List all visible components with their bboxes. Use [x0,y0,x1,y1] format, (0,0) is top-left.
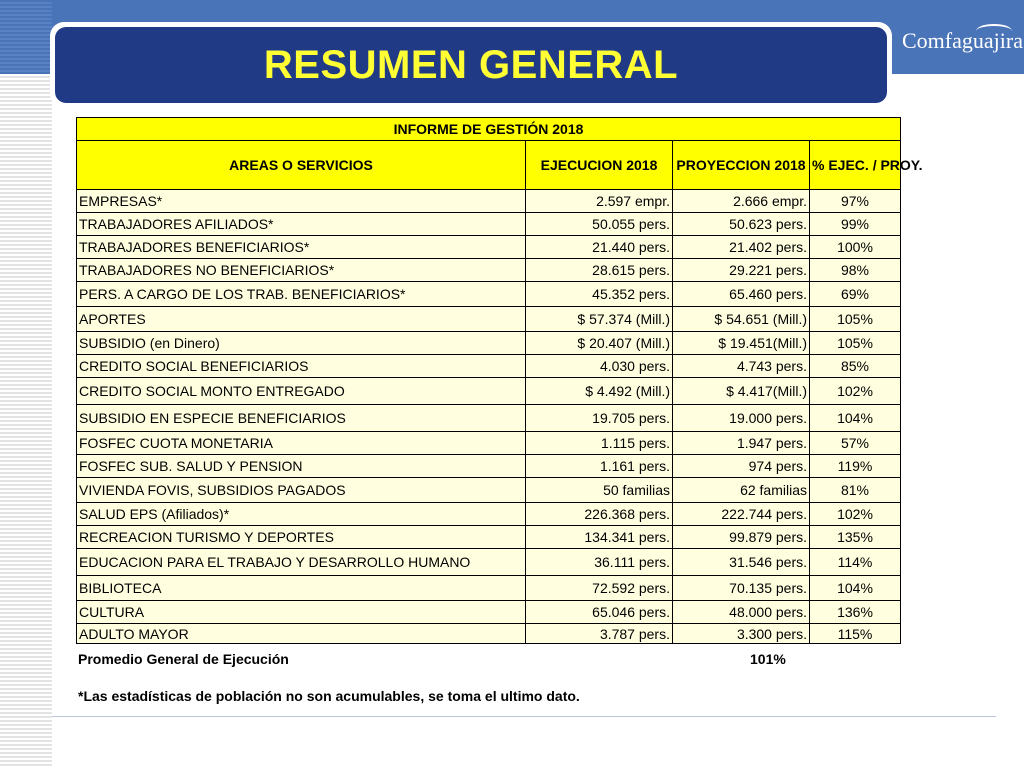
cell-ejecucion: 4.030 pers. [526,355,673,378]
cell-proyeccion: 1.947 pers. [673,432,810,455]
cell-percent: 99% [810,213,901,236]
cell-proyeccion: 29.221 pers. [673,259,810,282]
column-header-percent: % EJEC. / PROY. [810,141,901,190]
cell-proyeccion: 2.666 empr. [673,190,810,213]
cell-area: RECREACION TURISMO Y DEPORTES [77,526,526,549]
cell-percent: 105% [810,332,901,355]
cell-area: ADULTO MAYOR [77,624,526,644]
cell-proyeccion: 19.000 pers. [673,405,810,432]
cell-proyeccion: $ 19.451(Mill.) [673,332,810,355]
cell-percent: 136% [810,601,901,624]
cell-proyeccion: 62 familias [673,478,810,503]
cell-proyeccion: 3.300 pers. [673,624,810,644]
table-row [77,503,901,526]
cell-area: CREDITO SOCIAL BENEFICIARIOS [77,355,526,378]
cell-area: TRABAJADORES AFILIADOS* [77,213,526,236]
cell-area: EMPRESAS* [77,190,526,213]
cell-proyeccion: 65.460 pers. [673,282,810,307]
cell-percent: 69% [810,282,901,307]
table-row [77,405,901,432]
cell-ejecucion: 3.787 pers. [526,624,673,644]
cell-ejecucion: 1.161 pers. [526,455,673,478]
table-row [77,526,901,549]
table-row [77,478,901,503]
cell-proyeccion: $ 4.417(Mill.) [673,378,810,405]
cell-proyeccion: $ 54.651 (Mill.) [673,307,810,332]
cell-proyeccion: 4.743 pers. [673,355,810,378]
cell-area: VIVIENDA FOVIS, SUBSIDIOS PAGADOS [77,478,526,503]
cell-proyeccion: 21.402 pers. [673,236,810,259]
cell-percent: 57% [810,432,901,455]
table-row [77,455,901,478]
cell-ejecucion: $ 20.407 (Mill.) [526,332,673,355]
cell-ejecucion: 28.615 pers. [526,259,673,282]
cell-area: SUBSIDIO (en Dinero) [77,332,526,355]
cell-percent: 119% [810,455,901,478]
table-row [77,355,901,378]
cell-ejecucion: 65.046 pers. [526,601,673,624]
management-report-table [76,117,923,644]
page-title: RESUMEN GENERAL [263,42,679,87]
cell-ejecucion: 1.115 pers. [526,432,673,455]
cell-ejecucion: 50.055 pers. [526,213,673,236]
table-row [77,307,901,332]
cell-percent: 100% [810,236,901,259]
cell-percent: 105% [810,307,901,332]
cell-area: CREDITO SOCIAL MONTO ENTREGADO [77,378,526,405]
cell-proyeccion: 31.546 pers. [673,549,810,576]
cell-ejecucion: 45.352 pers. [526,282,673,307]
table-row [77,213,901,236]
cell-percent: 81% [810,478,901,503]
cell-proyeccion: 70.135 pers. [673,576,810,601]
left-stripe-decoration-top [0,0,52,74]
table-row [77,576,901,601]
cell-percent: 104% [810,576,901,601]
cell-proyeccion: 99.879 pers. [673,526,810,549]
cell-ejecucion: 72.592 pers. [526,576,673,601]
cell-area: APORTES [77,307,526,332]
column-header-area: AREAS O SERVICIOS [77,141,526,190]
logo-arc-icon [976,24,1012,38]
average-value: 101% [750,651,786,667]
cell-ejecucion: 2.597 empr. [526,190,673,213]
cell-ejecucion: 134.341 pers. [526,526,673,549]
logo-text: Comfaguajira [902,28,1023,53]
table-row [77,624,901,644]
table-row [77,432,901,455]
table-row [77,259,901,282]
left-stripe-decoration [0,74,52,768]
cell-area: SALUD EPS (Afiliados)* [77,503,526,526]
cell-area: SUBSIDIO EN ESPECIE BENEFICIARIOS [77,405,526,432]
table-row [77,601,901,624]
cell-percent: 115% [810,624,901,644]
cell-percent: 104% [810,405,901,432]
column-header-proyeccion: PROYECCION 2018 [673,141,810,190]
average-label: Promedio General de Ejecución [78,651,289,667]
table-row [77,282,901,307]
cell-ejecucion: 21.440 pers. [526,236,673,259]
cell-area: TRABAJADORES NO BENEFICIARIOS* [77,259,526,282]
cell-proyeccion: 974 pers. [673,455,810,478]
company-logo [902,28,1023,62]
cell-area: EDUCACION PARA EL TRABAJO Y DESARROLLO HUMANO [77,549,526,576]
cell-area: FOSFEC CUOTA MONETARIA [77,432,526,455]
footnote: *Las estadísticas de población no son acumulables, se toma el ultimo dato. [78,688,580,704]
cell-percent: 114% [810,549,901,576]
table-row [77,190,901,213]
cell-area: PERS. A CARGO DE LOS TRAB. BENEFICIARIOS* [77,282,526,307]
table-row [77,549,901,576]
cell-area: FOSFEC SUB. SALUD Y PENSION [77,455,526,478]
table-row [77,378,901,405]
cell-proyeccion: 50.623 pers. [673,213,810,236]
average-row [78,651,898,671]
cell-percent: 102% [810,378,901,405]
table-row [77,332,901,355]
cell-percent: 85% [810,355,901,378]
bottom-divider [52,716,996,717]
table-row [77,236,901,259]
cell-percent: 97% [810,190,901,213]
column-header-ejecucion: EJECUCION 2018 [526,141,673,190]
cell-proyeccion: 222.744 pers. [673,503,810,526]
cell-ejecucion: 226.368 pers. [526,503,673,526]
cell-ejecucion: 36.111 pers. [526,549,673,576]
cell-percent: 98% [810,259,901,282]
cell-percent: 102% [810,503,901,526]
cell-ejecucion: $ 57.374 (Mill.) [526,307,673,332]
table-caption: INFORME DE GESTIÓN 2018 [77,118,901,141]
cell-area: TRABAJADORES BENEFICIARIOS* [77,236,526,259]
cell-ejecucion: 19.705 pers. [526,405,673,432]
cell-percent: 135% [810,526,901,549]
cell-ejecucion: $ 4.492 (Mill.) [526,378,673,405]
cell-area: CULTURA [77,601,526,624]
cell-area: BIBLIOTECA [77,576,526,601]
cell-ejecucion: 50 familias [526,478,673,503]
cell-proyeccion: 48.000 pers. [673,601,810,624]
title-box [55,27,887,103]
